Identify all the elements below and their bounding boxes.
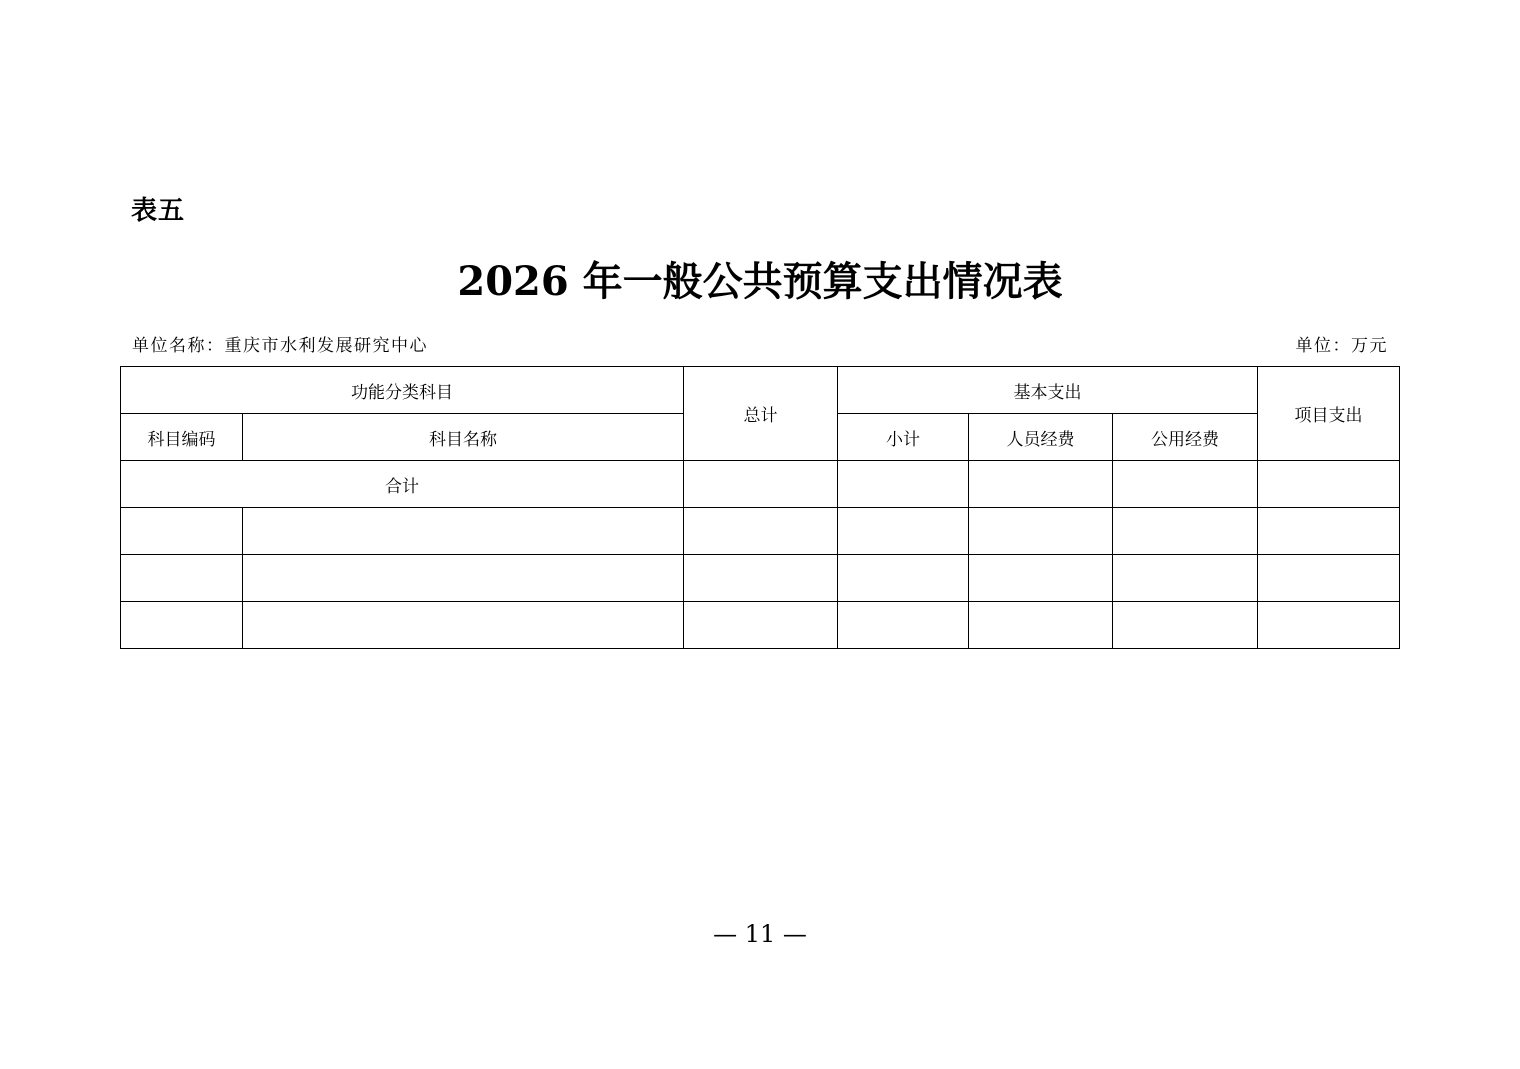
cell-public — [1113, 508, 1258, 555]
cell-personnel — [969, 555, 1113, 602]
cell-public — [1113, 555, 1258, 602]
total-cell-personnel — [969, 461, 1113, 508]
cell-project — [1258, 508, 1400, 555]
cell-total — [684, 508, 838, 555]
total-cell-subtotal — [838, 461, 969, 508]
cell-name — [243, 602, 684, 649]
total-cell-project — [1258, 461, 1400, 508]
cell-subtotal — [838, 555, 969, 602]
header-basic-expenditure: 基本支出 — [838, 367, 1258, 414]
cell-subtotal — [838, 602, 969, 649]
total-cell-public — [1113, 461, 1258, 508]
header-total: 总计 — [684, 367, 838, 461]
table-row — [121, 508, 1400, 555]
table-row — [121, 555, 1400, 602]
cell-subtotal — [838, 508, 969, 555]
table-label: 表五 — [131, 196, 186, 226]
total-row-label: 合计 — [121, 461, 684, 508]
cell-project — [1258, 602, 1400, 649]
cell-personnel — [969, 602, 1113, 649]
cell-code — [121, 602, 243, 649]
header-personnel-cost: 人员经费 — [969, 414, 1113, 461]
total-row — [121, 461, 1400, 508]
budget-table — [120, 366, 1400, 649]
total-cell-total — [684, 461, 838, 508]
page-number: — 11 — — [713, 920, 807, 948]
cell-code — [121, 508, 243, 555]
unit-name: 单位名称：重庆市水利发展研究中心 — [132, 336, 428, 356]
header-public-cost: 公用经费 — [1113, 414, 1258, 461]
cell-project — [1258, 555, 1400, 602]
cell-name — [243, 555, 684, 602]
cell-public — [1113, 602, 1258, 649]
header-subtotal: 小计 — [838, 414, 969, 461]
cell-total — [684, 602, 838, 649]
cell-personnel — [969, 508, 1113, 555]
table-row — [121, 602, 1400, 649]
page-title: 2026 年一般公共预算支出情况表 — [457, 258, 1063, 305]
cell-name — [243, 508, 684, 555]
header-functional-category: 功能分类科目 — [121, 367, 684, 414]
header-row-1 — [121, 367, 1400, 414]
cell-total — [684, 555, 838, 602]
unit-currency: 单位：万元 — [1295, 336, 1388, 356]
header-subject-name: 科目名称 — [243, 414, 684, 461]
header-subject-code: 科目编码 — [121, 414, 243, 461]
cell-code — [121, 555, 243, 602]
header-project-expenditure: 项目支出 — [1258, 367, 1400, 461]
